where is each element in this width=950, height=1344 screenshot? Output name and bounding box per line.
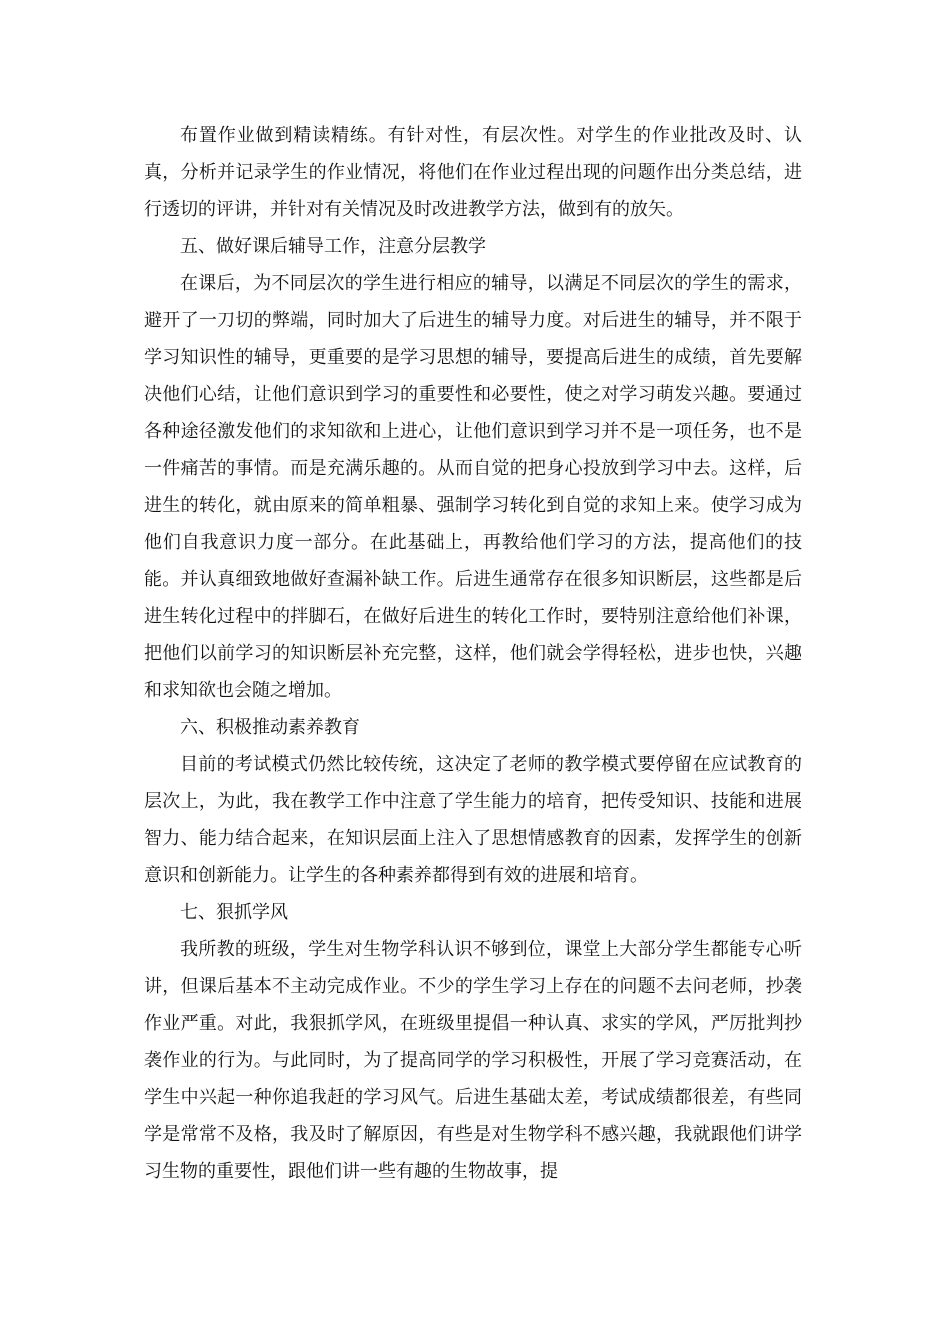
heading-section-5: 五、做好课后辅导工作，注意分层教学 <box>180 236 486 257</box>
paragraph-tutoring: 在课后，为不同层次的学生进行相应的辅导，以满足不同层次的学生的需求，避开了一刀切的弊端，同时加大了后进生的辅导力度。对后进生的辅导，并不限于学习知识性的辅导，更重要的是学习思想的辅导，要提高后进生的成绩，首先要解决他们心结，让他们意识到学习的重要性和必要性，使之对学习萌发兴趣。要通过各种途径激发他们的求知欲和上进心，让他们意识到学习并不是一项任务，也不是一件痛苦的事情。而是充满乐趣的。从而自觉的把身心投放到学习中去。这样，后进生的转化，就由原来的简单粗暴、强制学习转化到自觉的求知上来。使学习成为他们自我意识力度一部分。在此基础上，再教给他们学习的方法，提高他们的技能。并认真细致地做好查漏补缺工作。后进生通常存在很多知识断层，这些都是后进生转化过程中的拌脚石，在做好后进生的转化工作时，要特别注意给他们补课，把他们以前学习的知识断层补充完整，这样，他们就会学得轻松，进步也快，兴趣和求知欲也会随之增加。 <box>144 273 802 701</box>
paragraph-study-style: 我所教的班级，学生对生物学科认识不够到位，课堂上大部分学生都能专心听讲，但课后基本不主动完成作业。不少的学生学习上存在的问题不去问老师，抄袭作业严重。对此，我狠抓学风，在班级里提倡一种认真、求实的学风，严厉批判抄袭作业的行为。与此同时，为了提高同学的学习积极性，开展了学习竞赛活动，在学生中兴起一种你追我赶的学习风气。后进生基础太差，考试成绩都很差，有些同学是常常不及格，我及时了解原因，有些是对生物学科不感兴趣，我就跟他们讲学习生物的重要性，跟他们讲一些有趣的生物故事，提 <box>144 939 802 1182</box>
document-body <box>144 117 802 1190</box>
paragraph-quality-education: 目前的考试模式仍然比较传统，这决定了老师的教学模式要停留在应试教育的层次上，为此，我在教学工作中注意了学生能力的培育，把传受知识、技能和进展智力、能力结合起来，在知识层面上注入了思想情感教育的因素，发挥学生的创新意识和创新能力。让学生的各种素养都得到有效的进展和培育。 <box>144 754 802 886</box>
heading-section-6: 六、积极推动素养教育 <box>180 717 360 738</box>
paragraph-homework: 布置作业做到精读精练。有针对性，有层次性。对学生的作业批改及时、认真，分析并记录学生的作业情况，将他们在作业过程出现的问题作出分类总结，进行透切的评讲，并针对有关情况及时改进教学方法，做到有的放矢。 <box>144 125 802 220</box>
heading-section-7: 七、狠抓学风 <box>180 902 288 923</box>
